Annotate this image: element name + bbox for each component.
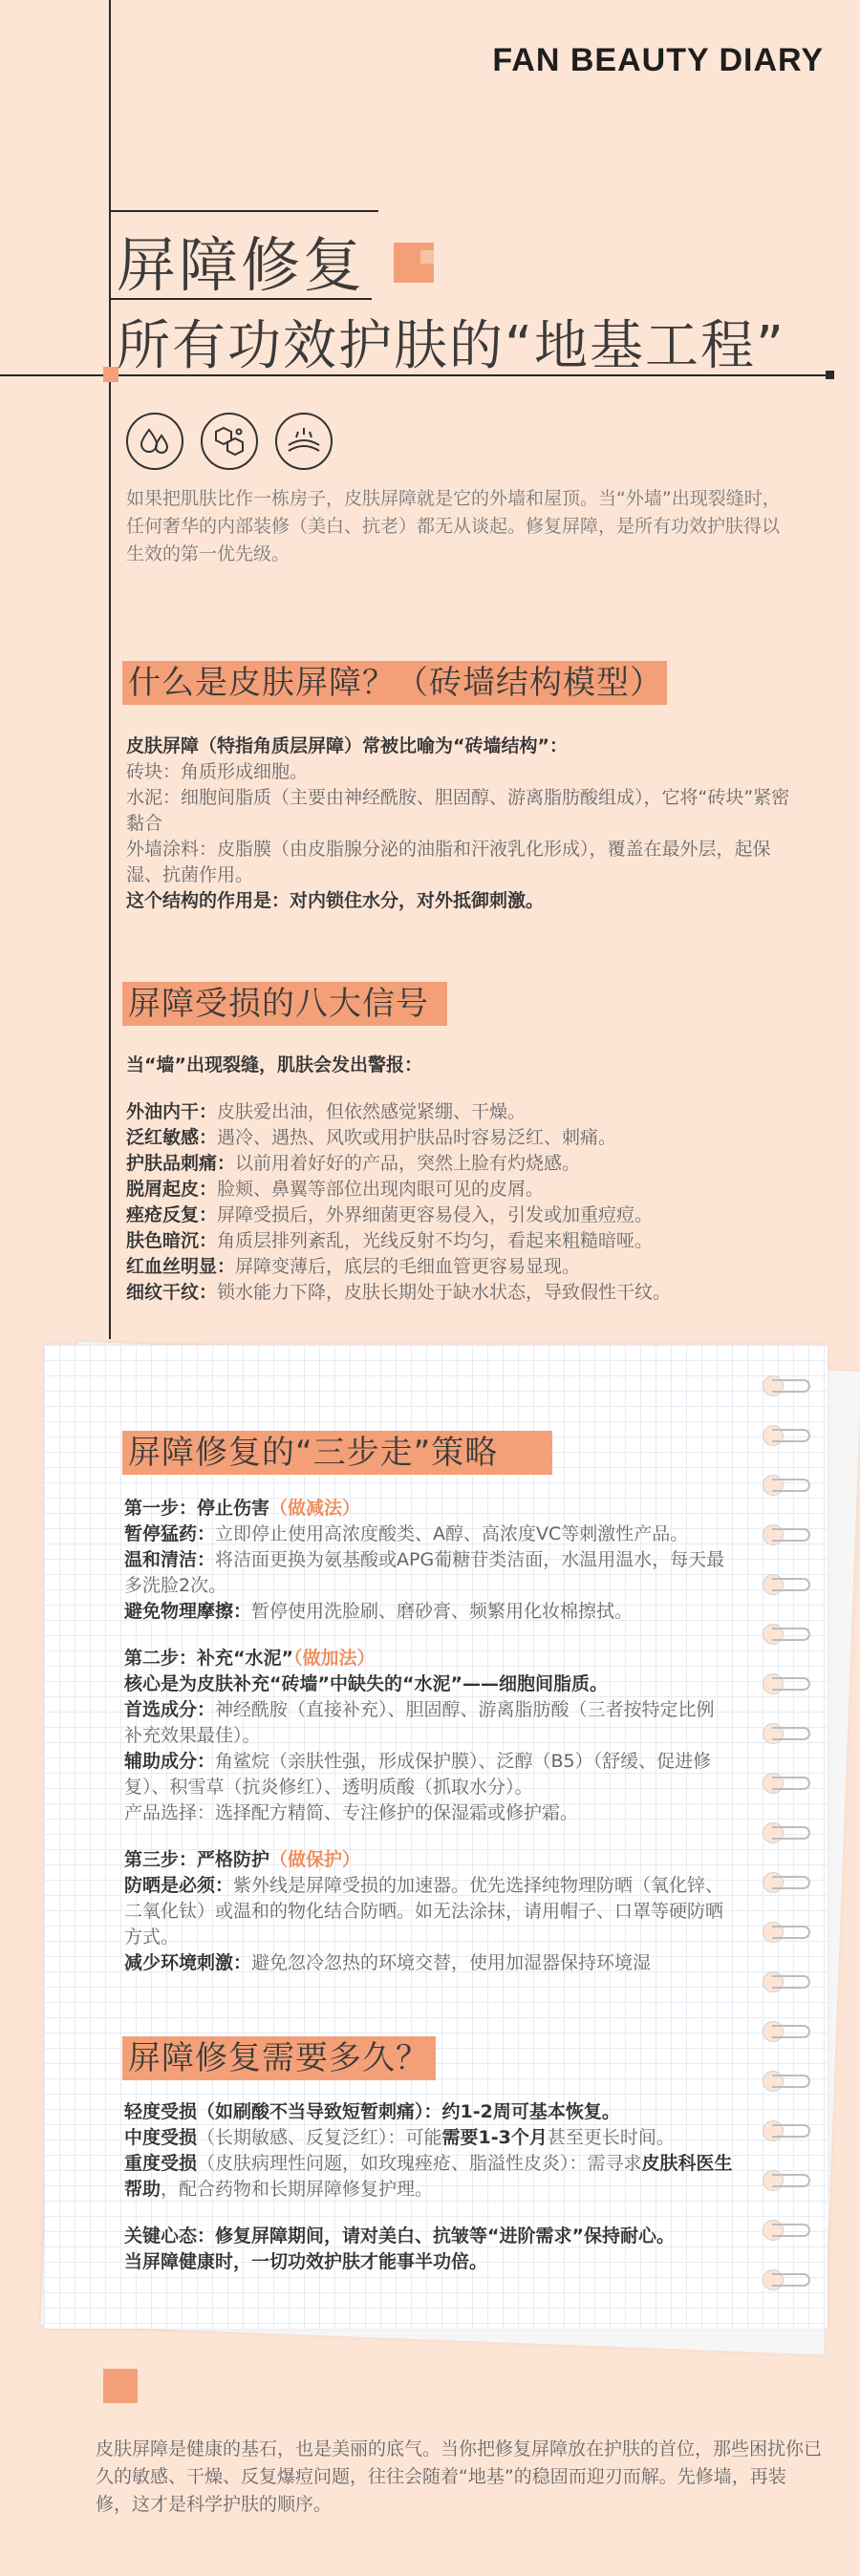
- notebook-spiral: [772, 1429, 810, 1442]
- notebook-spiral: [772, 1926, 810, 1939]
- list-item: 暂停猛药：立即停止使用高浓度酸类、A醇、高浓度VC等刺激性产品。: [124, 1523, 689, 1544]
- section-conclusion: 这个结构的作用是：对内锁住水分，对外抵御刺激。: [126, 890, 545, 911]
- notebook-spiral: [772, 1876, 810, 1889]
- list-item: 轻度受损（如刷酸不当导致短暂刺痛）：约1-2周可基本恢复。: [124, 2101, 620, 2122]
- list-item: 细纹干纹：锁水能力下降，皮肤长期处于缺水状态，导致假性干纹。: [126, 1282, 672, 1303]
- notebook-spiral: [772, 2075, 810, 2088]
- list-item: 辅助成分：角鲨烷（亲肤性强，形成保护膜）、泛醇（B5）（舒缓、促进修复）、积雪草（抗炎修红）、透明质酸（抓取水分）。: [124, 1751, 712, 1798]
- notebook-spiral: [772, 1677, 810, 1691]
- key-mindset: 当屏障健康时，一切功效护肤才能事半功倍。: [124, 2251, 488, 2272]
- list-item: 温和清洁：将洁面更换为氨基酸或APG葡糖苷类洁面，水温用温水，每天最多洗脸2次。: [124, 1549, 725, 1596]
- skin-layer-icon: [275, 413, 333, 470]
- list-item: 首选成分：神经酰胺（直接补充）、胆固醇、游离脂肪酸（三者按特定比例补充效果最佳）。: [124, 1699, 715, 1746]
- list-item: 痤疮反复：屏障受损后，外界细菌更容易侵入，引发或加重痘痘。: [126, 1204, 654, 1225]
- page-title: 屏障修复: [117, 230, 366, 300]
- list-item: 水泥：细胞间脂质（主要由神经酰胺、胆固醇、游离脂肪酸组成），它将“砖块”紧密黏合: [126, 787, 790, 834]
- water-drop-icon: [126, 413, 183, 470]
- step-heading: 第二步：补充“水泥”（做加法）: [124, 1648, 376, 1669]
- decor-line: [109, 210, 378, 212]
- list-item: 肤色暗沉：角质层排列紊乱，光线反射不均匀，看起来粗糙暗哑。: [126, 1230, 654, 1251]
- notebook-spiral: [772, 1379, 810, 1393]
- decor-vertical-line: [109, 0, 111, 1339]
- list-item: 产品选择：选择配方精简、专注修护的保湿霜或修护霜。: [124, 1802, 579, 1823]
- notebook-spiral: [772, 2273, 810, 2287]
- list-item: 护肤品刺痛：以前用着好好的产品，突然上脸有灼烧感。: [126, 1153, 581, 1174]
- step-heading: 第一步：停止伤害（做减法）: [124, 1498, 361, 1519]
- section-skin-barrier-body: [126, 734, 805, 914]
- step-core: 核心是为皮肤补充“砖墙”中缺失的“水泥”——细胞间脂质。: [124, 1673, 608, 1694]
- list-item: 防晒是必须：紫外线是屏障受损的加速器。优先选择纯物理防晒（氧化锌、二氧化钛）或温和的物化结合防晒。如无法涂抹，请用帽子、口罩等硬防晒方式。: [124, 1875, 724, 1948]
- page-subtitle: 所有功效护肤的“地基工程”: [117, 315, 786, 377]
- section-title-damage-signals: 屏障受损的八大信号: [122, 982, 435, 1026]
- section-damage-signals-body: [126, 1053, 805, 1306]
- section-title-skin-barrier: 什么是皮肤屏障？（砖墙结构模型）: [122, 661, 669, 705]
- section-title-three-steps: 屏障修复的“三步走”策略: [122, 1431, 504, 1475]
- decor-square: [826, 371, 834, 379]
- step-heading: 第三步：严格防护（做保护）: [124, 1849, 361, 1870]
- list-item: 红血丝明显：屏障变薄后，底层的毛细血管更容易显现。: [126, 1256, 581, 1277]
- section-three-steps-body: [124, 1496, 726, 1976]
- notebook-spiral: [772, 2224, 810, 2237]
- notebook-spiral: [772, 1777, 810, 1790]
- list-item: 外墙涂料：皮脂膜（由皮脂腺分泌的油脂和汗液乳化形成），覆盖在最外层，起保湿、抗菌作用。: [126, 839, 771, 885]
- notebook-spiral: [772, 1975, 810, 1989]
- list-item: 中度受损（长期敏感、反复泛红）：可能需要1-3个月甚至更长时间。: [124, 2127, 675, 2148]
- notebook-spiral: [772, 1528, 810, 1542]
- list-item: 外油内干：皮肤爱出油，但依然感觉紧绷、干燥。: [126, 1101, 527, 1122]
- decor-orange-square: [103, 2369, 138, 2403]
- molecule-icon: [201, 413, 258, 470]
- notebook-spiral: [772, 2025, 810, 2038]
- notebook-spiral: [772, 1727, 810, 1740]
- notebook-spiral: [772, 1826, 810, 1840]
- list-item: 重度受损（皮肤病理性问题，如玫瑰痤疮、脂溢性皮炎）：需寻求皮肤科医生帮助，配合药物和长期屏障修复护理。: [124, 2153, 733, 2200]
- section-title-duration: 屏障修复需要多久？: [122, 2036, 435, 2080]
- intro-text: 如果把肌肤比作一栋房子，皮肤屏障就是它的外墙和屋顶。当“外墙”出现裂缝时，任何奢华的内部装修（美白、抗老）都无从谈起。修复屏障，是所有功效护肤得以生效的第一优先级。: [126, 488, 781, 564]
- notebook-spiral: [772, 1578, 810, 1591]
- list-item: 减少环境刺激：避免忽冷忽热的环境交替，使用加湿器保持环境湿: [124, 1952, 652, 1973]
- notebook-spiral: [772, 2124, 810, 2138]
- list-item: 砖块：角质形成细胞。: [126, 761, 309, 782]
- decor-orange-square-small: [420, 250, 434, 264]
- list-item: 泛红敏感：遇冷、遇热、风吹或用护肤品时容易泛红、刺痛。: [126, 1127, 617, 1148]
- list-item: 避免物理摩擦：暂停使用洗脸刷、磨砂膏、频繁用化妆棉擦拭。: [124, 1601, 634, 1622]
- section-duration-body: [124, 2099, 736, 2275]
- key-mindset: 关键心态：修复屏障期间，请对美白、抗皱等“进阶需求”保持耐心。: [124, 2225, 675, 2246]
- notebook-spiral: [772, 1479, 810, 1492]
- section-lead: 当“墙”出现裂缝，肌肤会发出警报：: [126, 1054, 422, 1075]
- section-lead: 皮肤屏障（特指角质层屏障）常被比喻为“砖墙结构”：: [126, 735, 568, 756]
- notebook-spiral: [772, 1628, 810, 1641]
- footer-text: 皮肤屏障是健康的基石，也是美丽的底气。当你把修复屏障放在护肤的首位，那些困扰你已久的敏感、干燥、反复爆痘问题，往往会随着“地基”的稳固而迎刃而解。先修墙，再装修，这才是科学护肤的顺序。: [96, 2438, 823, 2515]
- notebook-spiral: [772, 2174, 810, 2187]
- list-item: 脱屑起皮：脸颊、鼻翼等部位出现肉眼可见的皮屑。: [126, 1179, 545, 1200]
- brand-title: FAN BEAUTY DIARY: [492, 42, 824, 78]
